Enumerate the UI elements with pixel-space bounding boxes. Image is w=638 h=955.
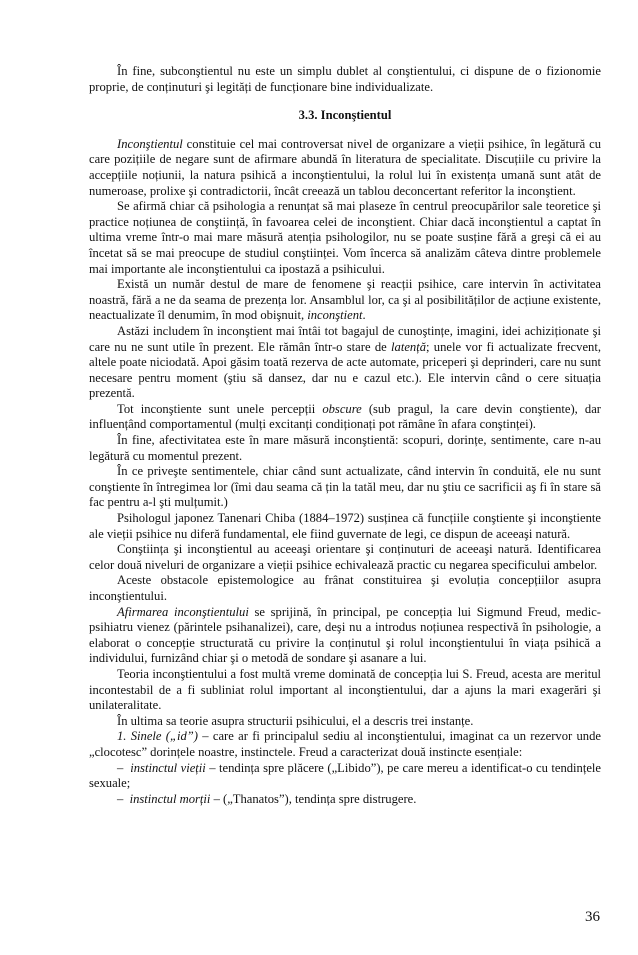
paragraph-14 [89,729,601,760]
list-item-text: – tendința spre plăcere („Libido”), pe care mereu a identificat-o cu tendințele sexuale; [89,760,602,791]
paragraph-1-text: constituie cel mai controversat nivel de organizare a vieții psihice, în legătură cu care pozițiile de negare sunt de afirmare abundă în literatura de specialitate. Discuțiile cu privire la accepțiile noțiunii, la natura psihică a inconştientului, la rolul lui în existența umană sunt atât de numeroase, prolixe şi contradictorii, încât creează un tablou deconcertant referitor la inconştient. [89,136,601,198]
list-dash: – [117,760,124,775]
paragraph-2: Se afirmă chiar că psihologia a renunțat să mai plaseze în centrul preocupărilor sale teoretice şi practice noțiunea de conştiință, în favoarea celei de inconştient. Chiar dacă inconştientul a captat în ultima vreme într-o mai mare măsură atenția psihologilor, nu se poate susține fără a greşi că ei au încetat să se mai preocupe de studiul conştiinței. Vom încerca să analizăm câteva dintre problemele mai importante ale inconştientului ca ipostază a psihicului. [89,199,601,276]
paragraph-10: Aceste obstacole epistemologice au frânat constituirea şi evoluția concepțiilor asupra inconştientului. [89,573,601,603]
section-heading: 3.3. Inconştientul [298,108,392,123]
list-item [89,761,601,792]
paragraph-4-end: ; unele vor fi actualizate frecvent, altele poate niciodată. Apoi găsim toată rezerva de acte automate, priceperi şi deprinderi, care nu sunt necesare pentru moment (ştiu să dansez, dar nu e cazul etc.). Ele intervin când o cere situația prezentă. [89,339,601,401]
paragraph-3 [89,277,601,324]
term-instinctul-mortii: instinctul morții [129,791,211,806]
paragraph-5-end: (sub pragul, la care devin conştiente), dar influențând comportamentul (mulți excitanți condiționați pot rămâne în afara conştinței). [89,401,602,432]
paragraph-3-text: Există un număr destul de mare de fenomene şi reacții psihice, care intervin în activitatea noastră, fără a ne da seama de prezența lor. Ansamblul lor, ca şi al posibilităților de acțiune existente, neactualizate îl denumim, în mod obişnuit, [89,277,601,323]
paragraph-1 [89,137,601,199]
list-item [89,792,601,808]
paragraph-13: În ultima sa teorie asupra structurii psihicului, el a descris trei instanțe. [117,713,474,728]
paragraph-6: În fine, afectivitatea este în mare măsură inconştientă: scopuri, dorințe, sentimente, care n-au legătură cu momentul prezent. [89,433,601,463]
paragraph-8: Psihologul japonez Tanenari Chiba (1884–1972) susținea că funcțiile conştiente şi inconştiente ale vieții psihice nu diferă fundamental, ele fiind guvernate de legi, ce dispun de aceeaşi natură. [89,511,601,541]
paragraph-14-text: – care ar fi principalul sediu al inconştientului, imaginat ca un rezervor unde „clocotesc” dorințele noastre, instinctele. Freud a caracterizat două instincte esențiale: [89,729,601,759]
paragraph-11 [89,605,601,667]
paragraph-5-text: Tot inconştiente sunt unele percepții [117,401,323,416]
paragraph-4-text: Astăzi includem în inconştient mai întâi tot bagajul de cunoştințe, imagini, idei achiziționate şi care nu ne sunt utile în prezent. Ele rămân într-o stare de [89,323,601,354]
paragraph-intro: În fine, subconştientul nu este un simplu dublet al conştientului, ci dispune de o fizionomie proprie, de conținuturi şi legități de funcționare bine individualizate. [89,64,601,94]
list-item-text: – („Thanatos”), tendința spre distrugere. [210,791,417,806]
page-number: 36 [585,909,600,925]
term-latenta: latență [391,339,427,354]
document-page [89,64,601,807]
term-instinctul-vietii: instinctul vieții [130,760,206,775]
paragraph-7: În ce priveşte sentimentele, chiar când sunt actualizate, când intervin în conduită, ele nu sunt conştiente în întregimea lor (îmi dau seama că țin la tatăl meu, dar nu ştiu ce sacrificii aş fi în stare să fac pentru a-l şti mulțumit.) [89,464,601,510]
term-obscure: obscure [322,401,362,416]
paragraph-4 [89,324,601,402]
term-afirmarea-inconstientului: Afirmarea inconştientului [117,604,249,619]
term-inconstientul: Inconştientul [117,136,183,151]
paragraph-11-text: se sprijină, în principal, pe concepția lui Sigmund Freud, medic-psihiatru vienez (părintele psihanalizei), care, deşi nu a introdus noțiunea respectivă în psihologie, a elaborat o concepție structurată cu privire la conținutul şi rolul inconştientului în viața psihică a individului, furnizând chiar şi o metodă de sondare şi asanare a lui. [89,604,601,666]
term-sinele: 1. Sinele („id”) [117,729,198,744]
term-inconstient: inconştient [307,308,363,323]
list-dash: – [117,791,124,806]
paragraph-3-end: . [362,308,366,323]
paragraph-12: Teoria inconştientului a fost multă vreme dominată de concepția lui S. Freud, acesta are meritul incontestabil de a fi subliniat rolul important al inconştientului, dar a ajuns la mari exagerări şi unilateralitate. [89,666,601,713]
paragraph-5 [89,402,601,433]
paragraph-9: Conştiința şi inconştientul au aceeaşi orientare şi conținuturi de aceeaşi natură. Identificarea celor două niveluri de organizare a vieții psihice echivalează practic cu negarea specificului ambelor. [89,542,601,572]
